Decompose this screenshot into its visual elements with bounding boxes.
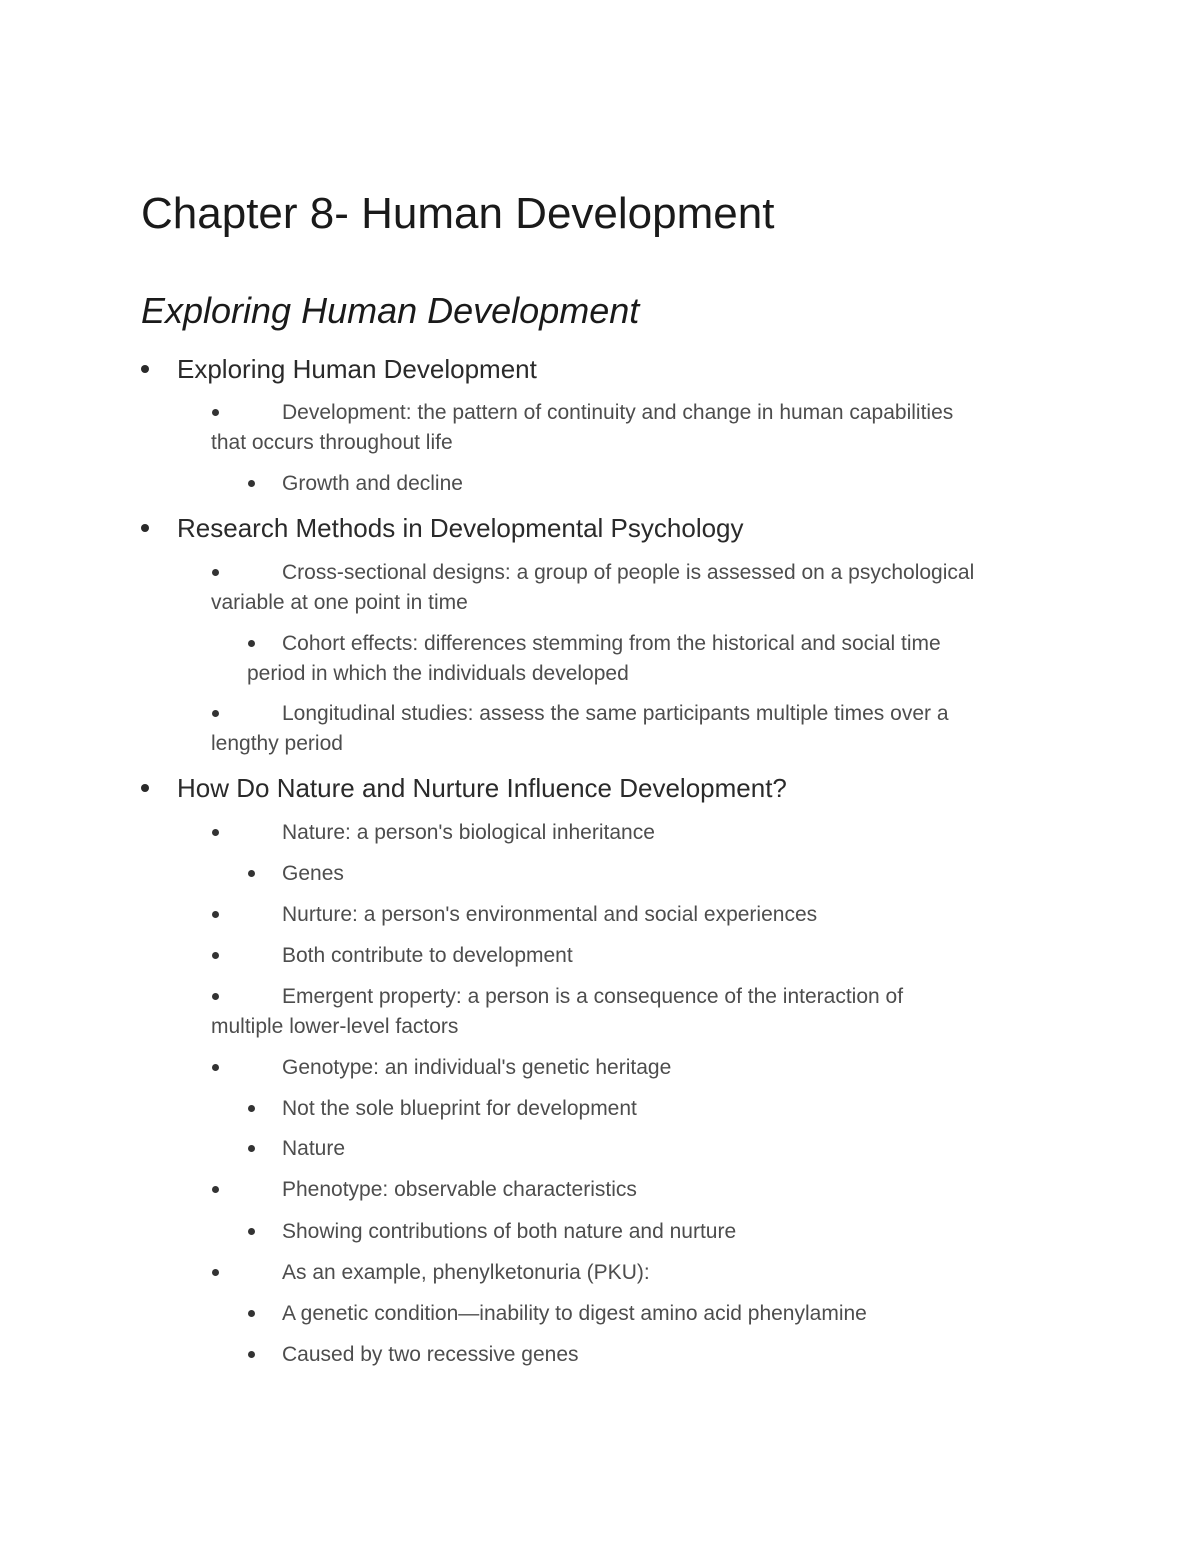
list-item-text: Caused by two recessive genes bbox=[282, 1343, 579, 1366]
list-item-text: Exploring Human Development bbox=[177, 354, 537, 384]
bullet-dot-icon bbox=[212, 409, 219, 416]
list-item-text: Nature bbox=[282, 1137, 346, 1160]
list-item-text: Showing contributions of both nature and nurture bbox=[282, 1220, 737, 1243]
bullet-dot-icon bbox=[248, 1105, 255, 1112]
bullet-dot-icon bbox=[141, 784, 149, 792]
bullet-dot-icon bbox=[212, 1269, 219, 1276]
list-item-text: Genes bbox=[282, 862, 344, 885]
bullet-dot-icon bbox=[248, 1351, 255, 1358]
list-item-text: Not the sole blueprint for development bbox=[282, 1097, 637, 1120]
list-item-text: Both contribute to development bbox=[282, 944, 573, 967]
bullet-dot-icon bbox=[248, 1310, 255, 1317]
list-item-text: Growth and decline bbox=[282, 472, 463, 495]
list-item-text: Longitudinal studies: assess the same participants multiple times over a bbox=[282, 702, 949, 725]
bullet-dot-icon bbox=[212, 1064, 219, 1071]
list-item-text-continuation: that occurs throughout life bbox=[211, 431, 453, 454]
bullet-dot-icon bbox=[248, 1228, 255, 1235]
bullet-dot-icon bbox=[212, 569, 219, 576]
bullet-dot-icon bbox=[212, 993, 219, 1000]
bullet-dot-icon bbox=[248, 870, 255, 877]
bullet-dot-icon bbox=[212, 911, 219, 918]
bullet-dot-icon bbox=[248, 1145, 255, 1152]
list-item-text: How Do Nature and Nurture Influence Development? bbox=[177, 773, 787, 803]
list-item-text-continuation: lengthy period bbox=[211, 732, 343, 755]
bullet-dot-icon bbox=[141, 524, 149, 532]
list-item-text: Cross-sectional designs: a group of people is assessed on a psychological bbox=[282, 561, 975, 584]
bullet-dot-icon bbox=[212, 829, 219, 836]
bullet-dot-icon bbox=[212, 710, 219, 717]
list-item-text-continuation: multiple lower-level factors bbox=[211, 1015, 459, 1038]
document-title: Chapter 8- Human Development bbox=[141, 189, 775, 238]
list-item-text: As an example, phenylketonuria (PKU): bbox=[282, 1261, 650, 1284]
bullet-dot-icon bbox=[248, 480, 255, 487]
list-item-text: Phenotype: observable characteristics bbox=[282, 1178, 637, 1201]
bullet-dot-icon bbox=[248, 640, 255, 647]
list-item-text-continuation: variable at one point in time bbox=[211, 591, 468, 614]
list-item-text: Cohort effects: differences stemming from the historical and social time bbox=[282, 632, 941, 655]
bullet-dot-icon bbox=[212, 1186, 219, 1193]
list-item-text: Research Methods in Developmental Psychology bbox=[177, 513, 744, 543]
bullet-dot-icon bbox=[141, 365, 149, 373]
list-item-text: Genotype: an individual's genetic heritage bbox=[282, 1056, 672, 1079]
list-item-text: A genetic condition—inability to digest amino acid phenylamine bbox=[282, 1302, 867, 1325]
list-item-text: Nature: a person's biological inheritance bbox=[282, 821, 655, 844]
list-item-text: Development: the pattern of continuity and change in human capabilities bbox=[282, 401, 954, 424]
bullet-dot-icon bbox=[212, 952, 219, 959]
list-item-text-continuation: period in which the individuals developed bbox=[247, 662, 629, 685]
section-heading: Exploring Human Development bbox=[141, 290, 640, 331]
list-item-text: Nurture: a person's environmental and social experiences bbox=[282, 903, 818, 926]
list-item-text: Emergent property: a person is a consequence of the interaction of bbox=[282, 985, 904, 1008]
